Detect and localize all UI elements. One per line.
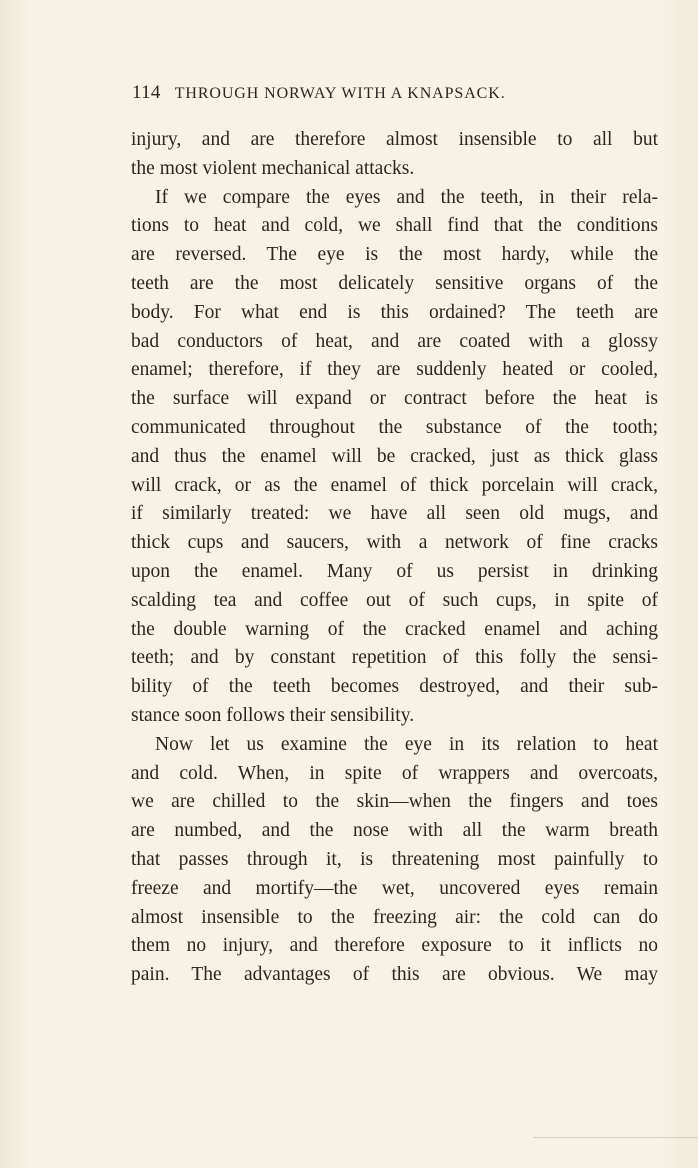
text-line: the double warning of the cracked enamel and aching xyxy=(131,618,658,640)
text-line: scalding tea and coffee out of such cups, in spite of xyxy=(131,589,658,611)
text-line: pain. The advantages of this are obvious. We may xyxy=(131,964,658,986)
text-line: stance soon follows their sensibility. xyxy=(131,704,415,726)
text-line: the most violent mechanical attacks. xyxy=(131,157,415,179)
text-line: teeth are the most delicately sensitive organs of the xyxy=(131,272,658,294)
running-title: THROUGH NORWAY WITH A KNAPSACK. xyxy=(174,85,506,102)
text-line: upon the enamel. Many of us persist in drinking xyxy=(131,560,658,582)
body-text xyxy=(131,126,658,990)
text-line: teeth; and by constant repetition of this folly the sensi- xyxy=(131,647,658,669)
text-line: that passes through it, is threatening most painfully to xyxy=(131,848,658,870)
text-line: bad conductors of heat, and are coated with a glossy xyxy=(131,330,658,352)
text-line: and cold. When, in spite of wrappers and overcoats, xyxy=(131,762,658,784)
text-line: body. For what end is this ordained? The teeth are xyxy=(131,301,658,323)
page-header xyxy=(132,82,602,108)
text-line: we are chilled to the skin—when the fingers and toes xyxy=(131,791,658,813)
text-line: tions to heat and cold, we shall find that the conditions xyxy=(131,215,658,237)
text-line: bility of the teeth becomes destroyed, and their sub- xyxy=(131,676,658,698)
text-line: will crack, or as the enamel of thick porcelain will crack, xyxy=(131,474,658,496)
text-line: enamel; therefore, if they are suddenly heated or cooled, xyxy=(131,359,658,381)
text-line: are numbed, and the nose with all the warm breath xyxy=(131,820,658,842)
paragraph-start-line: If we compare the eyes and the teeth, in their rela- xyxy=(155,186,658,208)
page-number: 114 xyxy=(132,82,161,103)
text-line: them no injury, and therefore exposure to it inflicts no xyxy=(131,935,658,957)
text-line: the surface will expand or contract before the heat is xyxy=(131,388,658,410)
text-line: are reversed. The eye is the most hardy, while the xyxy=(131,244,658,266)
paragraph-start-line: Now let us examine the eye in its relation to heat xyxy=(155,733,658,755)
text-line: if similarly treated: we have all seen old mugs, and xyxy=(131,503,658,525)
text-line: almost insensible to the freezing air: the cold can do xyxy=(131,906,658,928)
text-line: injury, and are therefore almost insensible to all but xyxy=(131,129,658,150)
text-line: communicated throughout the substance of the tooth; xyxy=(131,416,658,438)
text-line: freeze and mortify—the wet, uncovered eyes remain xyxy=(131,877,658,899)
page-edge-shadow xyxy=(533,1137,698,1138)
text-line: thick cups and saucers, with a network of fine cracks xyxy=(131,532,658,554)
text-line: and thus the enamel will be cracked, just as thick glass xyxy=(131,445,658,467)
